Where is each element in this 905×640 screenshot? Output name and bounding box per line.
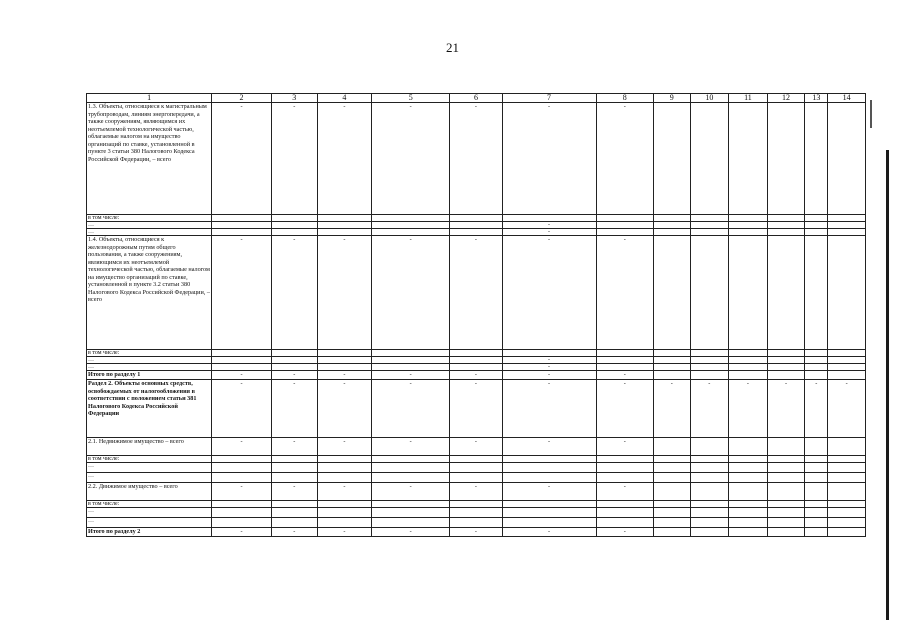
col-header: 1 [87, 94, 212, 103]
cell-dash: - [317, 528, 371, 537]
cell-dash: - [271, 380, 317, 438]
col-header: 5 [372, 94, 450, 103]
margin-mark [870, 100, 872, 128]
table-row [87, 483, 866, 501]
scan-edge-bar [886, 150, 889, 620]
cell-dash: - [317, 483, 371, 501]
col-header: 10 [690, 94, 729, 103]
row-label: 1.3. Объекты, относящиеся к магистральным трубопроводам, линиям энергопередачи, а также сооружениям, являющимся их неотъемлемой технологической частью, облагаемые налогом на имущество организаций по ставке, установленной в пункте 3 статьи 380 Налогового Кодекса Российской Федерации, – всего [87, 103, 212, 215]
col-header: 14 [828, 94, 866, 103]
cell-dash: - [502, 528, 596, 537]
cell-dash: - [596, 103, 653, 215]
row-label: … [87, 508, 212, 518]
cell-dash: - [596, 483, 653, 501]
row-label: 2.1. Недвижимое имущество – всего [87, 438, 212, 456]
cell-dash: - [212, 371, 272, 380]
cell-dash: - [317, 438, 371, 456]
cell-dash: - [271, 371, 317, 380]
cell-dash: - [317, 371, 371, 380]
cell-dash: - [372, 103, 450, 215]
cell-dash: - [502, 438, 596, 456]
table-row [87, 508, 866, 518]
col-header: 6 [450, 94, 502, 103]
table-row [87, 103, 866, 215]
row-label: … [87, 222, 212, 229]
cell-dash: - [450, 528, 502, 537]
col-header: 12 [767, 94, 805, 103]
row-label: в том числе: [87, 215, 212, 222]
cell-dash: - [372, 528, 450, 537]
table-row [87, 380, 866, 438]
row-label: Итого по разделу 2 [87, 528, 212, 537]
cell-dash: - [271, 528, 317, 537]
row-label: в том числе: [87, 350, 212, 357]
table-row [87, 456, 866, 463]
col-header: 2 [212, 94, 272, 103]
cell-dash: - [450, 236, 502, 350]
cell-dash: - [317, 236, 371, 350]
cell-dash: - [502, 103, 596, 215]
col-header: 13 [805, 94, 828, 103]
cell-dash: - [212, 483, 272, 501]
table-row [87, 229, 866, 236]
col-header: 8 [596, 94, 653, 103]
cell-dash: - [450, 103, 502, 215]
table-row [87, 463, 866, 473]
cell-dash: - [767, 380, 805, 438]
cell-dash: - [271, 483, 317, 501]
col-header: 11 [729, 94, 768, 103]
row-label: … [87, 518, 212, 528]
row-label: … [87, 229, 212, 236]
cell-dash: - [502, 222, 596, 229]
row-label: 2.2. Движимое имущество – всего [87, 483, 212, 501]
row-label: … [87, 473, 212, 483]
cell-dash: - [596, 380, 653, 438]
cell-dash: - [372, 438, 450, 456]
page-number: 21 [446, 40, 459, 55]
row-label: Раздел 2. Объекты основных средств, освобождаемых от налогообложения в соответствии с положением статьи 381 Налогового Кодекса Российской Федерации [87, 380, 212, 438]
cell-dash: - [317, 103, 371, 215]
table-row [87, 222, 866, 229]
row-label: … [87, 463, 212, 473]
col-header: 7 [502, 94, 596, 103]
row-label: Итого по разделу 1 [87, 371, 212, 380]
cell-dash: - [372, 483, 450, 501]
table-row [87, 350, 866, 357]
cell-dash: - [828, 380, 866, 438]
header-row [87, 94, 866, 103]
cell-dash: - [450, 483, 502, 501]
table-row [87, 473, 866, 483]
col-header: 3 [271, 94, 317, 103]
cell-dash: - [502, 357, 596, 364]
cell-dash: - [502, 229, 596, 236]
cell-dash: - [729, 380, 768, 438]
cell-dash: - [805, 380, 828, 438]
cell-dash: - [502, 483, 596, 501]
cell-dash: - [502, 236, 596, 350]
cell-dash: - [653, 380, 690, 438]
cell-dash: - [690, 380, 729, 438]
cell-dash: - [271, 236, 317, 350]
table-row [87, 518, 866, 528]
cell-dash: - [502, 364, 596, 371]
cell-dash: - [502, 380, 596, 438]
col-header: 9 [653, 94, 690, 103]
table-row [87, 357, 866, 364]
cell-dash: - [502, 371, 596, 380]
cell-dash: - [596, 528, 653, 537]
cell-dash: - [596, 236, 653, 350]
cell-dash: - [372, 380, 450, 438]
cell-dash: - [450, 438, 502, 456]
col-header: 4 [317, 94, 371, 103]
cell-dash: - [317, 380, 371, 438]
row-label: 1.4. Объекты, относящиеся к железнодорожным путям общего пользования, а также сооружениям, являющимся их неотъемлемой технологической частью, облагаемые налогом на имущество организаций по ставке, установленной в пункте 3.2 статьи 380 Налогового Кодекса Российской Федерации, – всего [87, 236, 212, 350]
table-row [87, 364, 866, 371]
cell-dash: - [596, 438, 653, 456]
row-label: в том числе: [87, 501, 212, 508]
cell-dash: - [596, 371, 653, 380]
data-table [86, 93, 866, 537]
table-row [87, 438, 866, 456]
cell-dash: - [372, 236, 450, 350]
table-row [87, 501, 866, 508]
cell-dash: - [212, 236, 272, 350]
cell-dash: - [450, 371, 502, 380]
row-label: … [87, 364, 212, 371]
row-label: в том числе: [87, 456, 212, 463]
table-row [87, 236, 866, 350]
cell-dash: - [212, 528, 272, 537]
cell-dash: - [271, 103, 317, 215]
cell-dash: - [212, 438, 272, 456]
table-row [87, 215, 866, 222]
table-row [87, 371, 866, 380]
row-label: … [87, 357, 212, 364]
table-row [87, 528, 866, 537]
cell-dash: - [212, 103, 272, 215]
cell-dash: - [450, 380, 502, 438]
cell-dash: - [372, 371, 450, 380]
cell-dash: - [271, 438, 317, 456]
cell-dash: - [212, 380, 272, 438]
